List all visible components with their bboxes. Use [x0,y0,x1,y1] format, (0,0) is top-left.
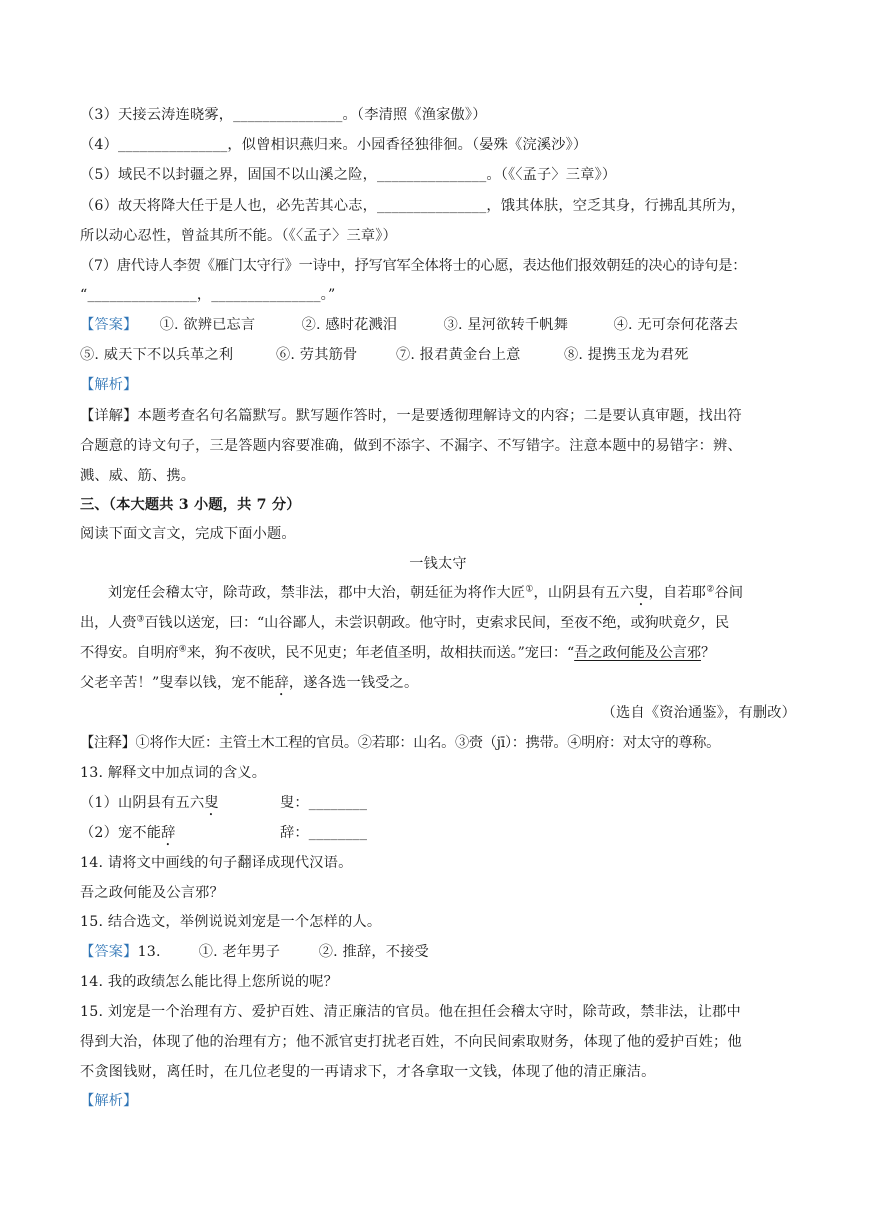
answer-label: 【答案】 [80,944,138,960]
answer-2-row1: 【答案】13. ①. 老年男子 ②. 推辞，不接受 [80,944,429,960]
answer-blank: ________ [308,825,368,841]
passage-line-2: 出，人赍③百钱以送宠，曰：“山谷鄙人，未尝识朝政。他守时，吏索求民间，至夜不绝，或狗吠竟夕，民 [80,614,730,631]
passage-line-1: 刘宠任会稽太守，除苛政，禁非法，郡中大治，朝廷征为将作大匠①，山阴县有五六叟，自若耶②谷间 [108,584,744,601]
answer-label: 【答案】 [80,317,138,333]
question-14-sentence: 吾之政何能及公言邪？ [80,885,224,901]
question-6-cont: 所以动心忍性，曾益其所不能。（《〈孟子〉三章》） [80,228,397,244]
question-7-blanks: “_______________，_______________。” [80,287,336,303]
section-heading: 三、（本大题共 3 小题，共 7 分） [80,497,301,513]
passage-source: （选自《资治通鉴》，有删改） [601,705,796,721]
notes: 【注释】①将作大匠：主管土木工程的官员。②若耶：山名。③赍（jī）：携带。④明府：对太守的尊称。 [80,735,721,751]
analysis-label: 【解析】 [80,377,138,393]
question-7: （7）唐代诗人李贺《雁门太守行》一诗中，抒写官军全体将士的心愿，表达他们报效朝廷的决心的诗句是： [80,258,747,274]
question-5: （5）域民不以封疆之界，固国不以山溪之险，_______________。（《〈孟子〉三章》） [80,167,617,183]
answer-15-line-2: 得到大治，体现了他的治理有方；他不派官吏打扰老百姓，不向民间索取财务，体现了他的爱护百姓；他 [80,1034,742,1050]
question-13-item-2: （2）宠不能辞 辞：________ [80,825,368,841]
answer-15-line-3: 不贪图钱财，离任时，在几位老叟的一再请求下，才各拿取一文钱，体现了他的清正廉洁。 [80,1064,656,1080]
question-13-item-1: （1）山阴县有五六叟 叟：________ [80,795,368,811]
question-13: 13. 解释文中加点词的含义。 [80,765,267,781]
answer-1-row2: ⑤. 威天下不以兵革之利 ⑥. 劳其筋骨 ⑦. 报君黄金台上意 ⑧. 提携玉龙为君死 [80,347,689,363]
underlined-sentence: 吾之政何能及公言邪 [574,645,701,661]
question-14: 14. 请将文中画线的句子翻译成现代汉语。 [80,855,353,871]
detail-line-3: 溅、威、筋、携。 [80,468,196,484]
section-instruction: 阅读下面文言文，完成下面小题。 [80,526,296,542]
analysis-label-2: 【解析】 [80,1093,138,1109]
answer-14: 14. 我的政绩怎么能比得上您所说的呢？ [80,974,339,990]
question-15: 15. 结合选文，举例说说刘宠是一个怎样的人。 [80,914,382,930]
passage-title: 一钱太守 [409,556,467,572]
detail-line-1: 【详解】本题考查名句名篇默写。默写题作答时，一是要透彻理解诗文的内容；二是要认真审题，找出符 [80,408,742,424]
question-3: （3）天接云涛连晓雾，_______________。（李清照《渔家傲》） [80,107,487,123]
answer-15-line-1: 15. 刘宠是一个治理有方、爱护百姓、清正廉洁的官员。他在担任会稽太守时，除苛政，禁非法，让郡中 [80,1004,741,1020]
detail-line-2: 合题意的诗文句子，三是答题内容要准确，做到不添字、不漏字、不写错字。注意本题中的易错字：辨、 [80,438,742,454]
passage-line-4: 父老辛苦！”叟奉以钱，宠不能辞，遂各选一钱受之。 [80,675,419,691]
question-6: （6）故天将降大任于是人也，必先苦其心志，_______________，饿其体肤，空乏其身，行拂乱其所为， [80,198,746,214]
question-4: （4）_______________，似曾相识燕归来。小园香径独徘徊。（晏殊《浣溪沙》） [80,137,588,153]
answer-1-row1: 【答案】 ①. 欲辨已忘言 ②. 感时花溅泪 ③. 星河欲转千帆舞 ④. 无可奈何花落去 [80,317,739,333]
passage-line-3: 不得安。自明府④来，狗不夜吠，民不见吏；年老值圣明，故相扶而送。”宠曰：“吾之政何能及公言邪？ [80,644,716,661]
answer-blank: ________ [308,795,368,811]
